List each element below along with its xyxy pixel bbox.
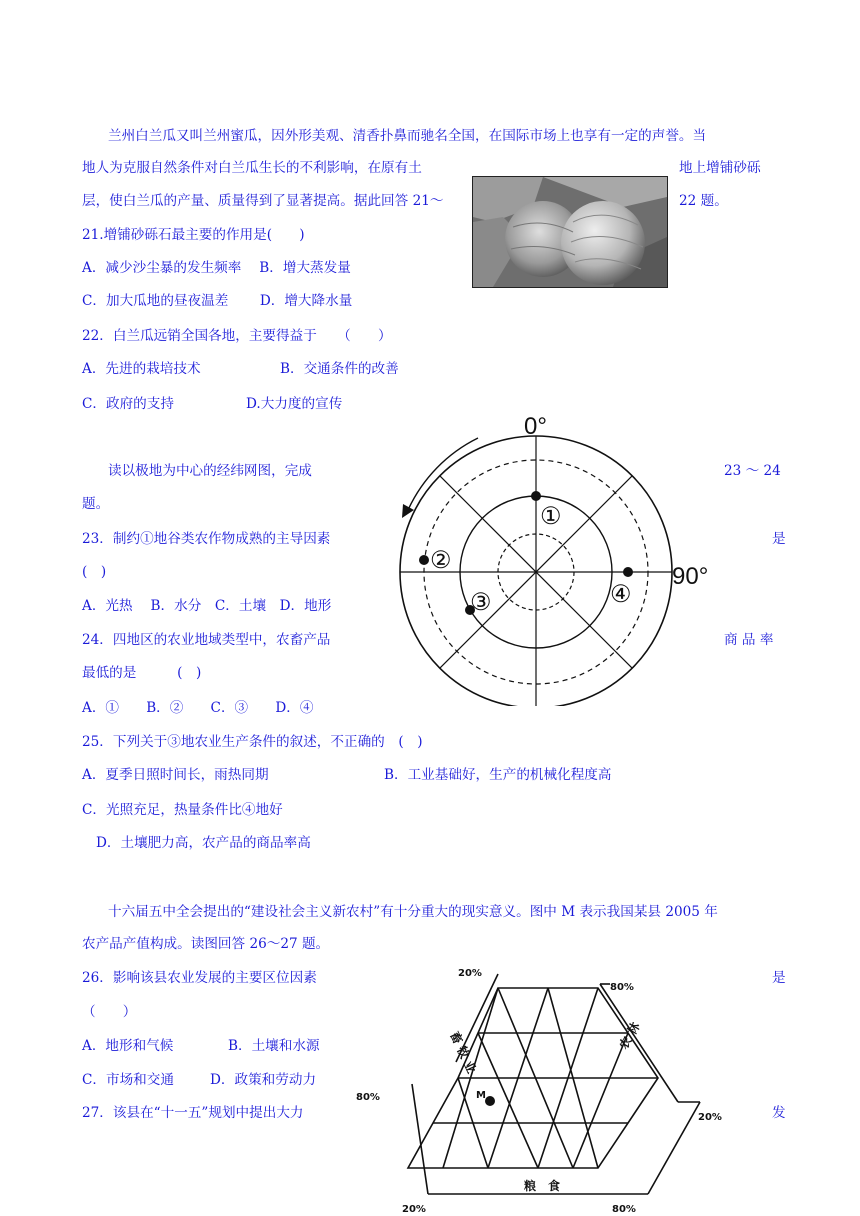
- point-1-dot: [531, 491, 541, 501]
- q26-option-c: C．市场和交通: [82, 1072, 174, 1088]
- q26-option-b: B．土壤和水源: [228, 1038, 320, 1054]
- axis-label-left-text: 畜 牧 业: [447, 1029, 479, 1076]
- q24-stem-end: 商 品 率: [724, 632, 774, 648]
- q22-option-a: A．先进的栽培技术: [82, 361, 201, 377]
- q23-stem-end: 是: [772, 531, 786, 547]
- intro-line-3a: 层，使白兰瓜的产量、质量得到了显著提高。据此回答 21～: [82, 193, 444, 209]
- q23-options: A．光热 B．水分 C．土壤 D．地形: [82, 598, 332, 614]
- triangular-composition-chart: [348, 962, 728, 1214]
- map-intro-c: 题。: [82, 496, 110, 512]
- q27-stem: 27．该县在“十一五”规划中提出大力: [82, 1105, 304, 1121]
- point-4-dot: [623, 567, 633, 577]
- tick-80-bottom: 80%: [612, 1204, 636, 1214]
- q22-option-d: D.大力度的宣传: [246, 396, 343, 412]
- q24-stem-2: 最低的是 ( ): [82, 665, 202, 681]
- q21-options-ab: A．减少沙尘暴的发生频率 B．增大蒸发量: [82, 260, 351, 276]
- q25-option-b: B．工业基础好，生产的机械化程度高: [384, 767, 612, 783]
- q24-options: A．① B．② C．③ D．④: [82, 700, 314, 716]
- tick-20-top: 20%: [458, 968, 482, 979]
- label-0-deg: 0°: [524, 413, 547, 440]
- q26-option-d: D．政策和劳动力: [210, 1072, 317, 1088]
- tick-20-right: 20%: [698, 1112, 722, 1123]
- axis-label-right: [616, 1019, 644, 1052]
- q25-stem: 25．下列关于③地农业生产条件的叙述，不正确的 ( ): [82, 734, 423, 750]
- q22-option-b: B．交通条件的改善: [280, 361, 399, 377]
- label-point-3: ③: [470, 588, 492, 616]
- q23-stem: 23．制约①地谷类农作物成熟的主导因素: [82, 531, 331, 547]
- q26-paren: （ ）: [82, 1004, 137, 1020]
- q25-option-d: D．土壤肥力高，农产品的商品率高: [96, 835, 311, 851]
- map-intro-b: 23 ～ 24: [724, 463, 781, 479]
- axis-label-bottom: 粮 食: [524, 1179, 561, 1193]
- q21-stem: 21.增铺砂砾石最主要的作用是( ): [82, 227, 305, 243]
- point-m-dot: [485, 1096, 495, 1106]
- tick-20-bottom: 20%: [402, 1204, 426, 1214]
- melon-photo-image: [473, 177, 667, 287]
- q25-option-a: A．夏季日照时间长，雨热同期: [82, 767, 269, 783]
- label-point-4: ④: [610, 580, 632, 608]
- map-intro-a: 读以极地为中心的经纬网图，完成: [108, 463, 312, 479]
- q26-stem: 26．影响该县农业发展的主要区位因素: [82, 970, 317, 986]
- label-point-2: ②: [430, 546, 452, 574]
- axis-label-right-text: 农 林: [616, 1020, 643, 1052]
- q26-option-a: A．地形和气候: [82, 1038, 174, 1054]
- point-m-label: M: [476, 1090, 486, 1101]
- intro-line-2b: 地上增铺砂砾: [679, 160, 761, 176]
- tri-intro-2: 农产品产值构成。读图回答 26～27 题。: [82, 936, 330, 952]
- label-point-1: ①: [540, 502, 562, 530]
- q25-option-c: C．光照充足，热量条件比④地好: [82, 802, 283, 818]
- tri-intro-1: 十六届五中全会提出的“建设社会主义新农村”有十分重大的现实意义。图中 M 表示我国某县 2005 年: [108, 904, 718, 920]
- q26-stem-end: 是: [772, 970, 786, 986]
- q21-options-cd: C．加大瓜地的昼夜温差 D．增大降水量: [82, 293, 353, 309]
- tick-80-topright: 80%: [610, 982, 634, 993]
- melon-photo: [472, 176, 668, 288]
- q22-stem: 22．白兰瓜远销全国各地，主要得益于 （ ）: [82, 328, 392, 344]
- intro-line-3b: 22 题。: [679, 193, 728, 209]
- q27-stem-end: 发: [772, 1105, 786, 1121]
- q24-stem: 24．四地区的农业地域类型中，农畜产品: [82, 632, 331, 648]
- intro-line-2a: 地人为克服自然条件对白兰瓜生长的不利影响，在原有土: [82, 160, 422, 176]
- axis-label-left: [447, 1029, 479, 1076]
- tick-80-left: 80%: [356, 1092, 380, 1103]
- rotation-arrow-arc: [408, 438, 478, 510]
- polar-graticule-map: [386, 406, 726, 706]
- label-90-deg: 90°: [672, 563, 709, 590]
- intro-line-1: 兰州白兰瓜又叫兰州蜜瓜，因外形美观、清香扑鼻而驰名全国，在国际市场上也享有一定的声誉。当: [108, 128, 707, 144]
- q22-option-c: C．政府的支持: [82, 396, 174, 412]
- q23-paren: ( ): [82, 564, 107, 580]
- point-2-dot: [419, 555, 429, 565]
